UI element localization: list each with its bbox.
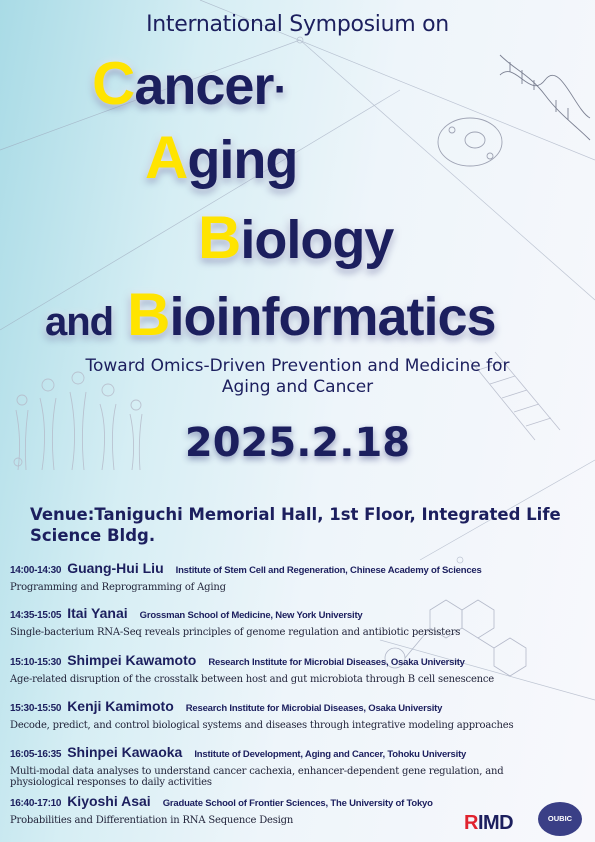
- talk-item: [10, 744, 580, 788]
- talk-time: 14:00-14:30: [10, 565, 62, 576]
- venue: Venue:Taniguchi Memorial Hall, 1st Floor, Integrated Life Science Bldg.: [30, 505, 561, 545]
- subtitle-line-2: Aging and Cancer: [221, 377, 374, 397]
- title-initial-b: B: [198, 204, 241, 271]
- talk-affiliation: Research Institute for Microbial Diseases, Osaka University: [185, 703, 443, 714]
- title-line-cancer: Cancer·: [92, 50, 288, 117]
- talk-affiliation: Research Institute for Microbial Diseases, Osaka University: [208, 657, 465, 668]
- talk-affiliation: Institute of Development, Aging and Cancer, Tohoku University: [194, 749, 467, 760]
- talk-title: Decode, predict, and control biological systems and diseases through integrative modeling approaches: [10, 720, 514, 731]
- talk-title: Probabilities and Differentiation in RNA Sequence Design: [10, 815, 294, 826]
- title-line-biology: [198, 204, 394, 271]
- event-date: 2025.2.18: [184, 420, 411, 466]
- talk-speaker: Kiyoshi Asai: [67, 793, 151, 809]
- talk-title: Single-bacterium RNA-Seq reveals principles of genome regulation and antibiotic persisters: [10, 627, 461, 638]
- oubic-logo: OUBIC: [538, 802, 582, 836]
- talk-speaker: Itai Yanai: [67, 605, 128, 621]
- talk-speaker: Kenji Kamimoto: [67, 698, 174, 714]
- talk-affiliation: Grossman School of Medicine, New York University: [139, 610, 363, 621]
- title-word-biology: iology: [240, 210, 394, 270]
- talk-speaker: Shimpei Kawamoto: [67, 652, 197, 668]
- talk-title: Multi-modal data analyses to understand cancer cachexia, enhancer-dependent gene regulation, and physiological responses to daily activities: [10, 766, 504, 788]
- talk-time: 16:40-17:10: [10, 798, 62, 809]
- title-initial-a: A: [145, 124, 188, 191]
- title-initial-b2: B: [127, 281, 170, 348]
- title-initial-c: C: [92, 50, 135, 117]
- talk-title: Age-related disruption of the crosstalk between host and gut microbiota through B cell senescence: [10, 674, 495, 685]
- subtitle-line-1: Toward Omics-Driven Prevention and Medicine for: [85, 356, 510, 376]
- talk-item: [10, 605, 580, 638]
- subtitle: [0, 356, 595, 398]
- talk-speaker: Shinpei Kawaoka: [67, 744, 183, 760]
- talk-time: 14:35-15:05: [10, 610, 62, 621]
- title-line-aging: [145, 124, 298, 191]
- symposium-intro: International Symposium on: [146, 12, 449, 37]
- title-word-and: and: [45, 300, 114, 344]
- rimd-logo: [464, 812, 513, 835]
- talk-time: 15:30-15:50: [10, 703, 62, 714]
- talk-item: [10, 698, 580, 731]
- cell-icon: [438, 118, 502, 166]
- title-word-aging: ging: [187, 130, 298, 190]
- title-word-cancer: ancer: [134, 56, 274, 116]
- title-line-bioinformatics: [45, 281, 496, 348]
- talk-item: [10, 560, 580, 593]
- rimd-logo-r: R: [464, 812, 478, 834]
- title-word-bioinformatics: ioinformatics: [169, 287, 496, 347]
- talk-speaker: Guang-Hui Liu: [67, 560, 164, 576]
- talk-affiliation: Graduate School of Frontier Sciences, The University of Tokyo: [162, 798, 433, 809]
- rimd-logo-text: IMD: [477, 812, 514, 834]
- talk-item: [10, 652, 580, 685]
- talk-time: 15:10-15:30: [10, 657, 62, 668]
- talk-time: 16:05-16:35: [10, 749, 62, 760]
- talk-affiliation: Institute of Stem Cell and Regeneration, Chinese Academy of Sciences: [175, 565, 482, 576]
- talk-title: Programming and Reprogramming of Aging: [10, 582, 226, 593]
